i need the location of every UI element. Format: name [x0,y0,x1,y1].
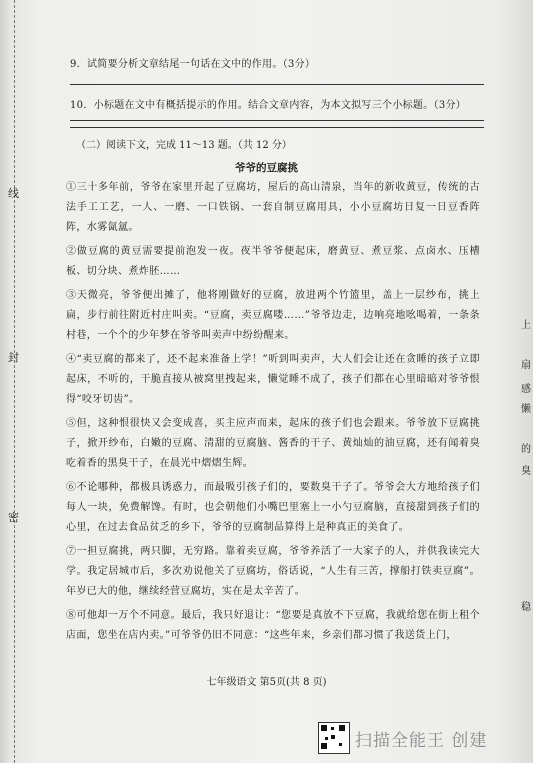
page-footer: 七年级语文 第5页(共 8 页) [206,677,327,688]
margin-mark-right: 臭 [521,466,531,477]
paragraph: ③天微亮，爷爷便出摊了，他将刚做好的豆腐，放进两个竹篮里，盖上一层纱布，挑上扁，步行前往附近村庄叫卖。“豆腐，卖豆腐喽……”爷爷边走，边响亮地吆喝着，一条条村巷，一个个的少年梦在爷爷叫卖声中纷纷醒来。 [66,290,480,341]
answer-line [70,120,484,121]
story-body [66,178,480,646]
paragraph: ②做豆腐的黄豆需要提前泡发一夜。夜半爷爷便起床，磨黄豆、煮豆浆、点卤水、压槽板、切分块、煮炸胚…… [66,246,480,277]
paragraph: ①三十多年前，爷爷在家里开起了豆腐坊，屋后的高山清泉，当年的新收黄豆，传统的古法手工工艺，一人、一磨、一口铁锅、一套自制豆腐用具，小小豆腐坊日复一日豆香阵阵，水雾氤氲。 [66,182,480,233]
margin-mark-right: 稳 [521,602,531,613]
question-10: 10．小标题在文中有概括提示的作用。结合文章内容，为本文拟写三个小标题。（3分） [70,100,467,111]
margin-mark-right: 感 [521,384,531,395]
margin-mark-right: 上 [521,320,531,331]
answer-line [70,84,484,85]
binding-line [14,0,15,763]
answer-line [70,127,484,128]
paragraph: ⑦一担豆腐挑，两只脚，无穷路。靠着卖豆腐，爷爷养活了一大家子的人，并供我读完大学。我定居城市后，多次劝说他关了豆腐坊，俗话说，“人生有三苦，撑船打铁卖豆腐”。年岁已大的他，继续经营豆腐坊，实在是太辛苦了。 [66,546,480,597]
question-9: 9．试简要分析文章结尾一句话在文中的作用。（3分） [70,59,316,70]
margin-mark-feng: 封 [8,351,19,364]
qr-code-icon [318,722,350,754]
story-title: 爷爷的豆腐挑 [235,162,298,174]
margin-mark-right: 扇 [521,360,531,371]
section-heading: （二）阅读下文，完成 11～13 题。（共 12 分） [76,140,292,151]
margin-mark-mi: 密 [8,511,19,524]
margin-mark-right: 懒 [521,404,531,415]
margin-mark-xian: 线 [8,187,19,200]
margin-mark-right: 的 [521,444,531,455]
paragraph: ⑥不论哪种，都极具诱惑力，而最吸引孩子们的，要数臭干子了。爷爷会大方地给孩子们每人一块，免费解馋。有时，也会朝他们小嘴巴里塞上一小勺豆腐脑，直接甜到孩子们的心里，在过去食品贫乏的乡下，爷爷的豆腐制品算得上是种真正的美食了。 [66,482,480,533]
paragraph: ④“卖豆腐的都来了，还不起来准备上学！”听到叫卖声，大人们会让还在贪睡的孩子立即起床，不听的，干脆直接从被窝里拽起来，懒觉睡不成了，孩子们都在心里暗暗对爷爷恨得“咬牙切齿”。 [66,354,480,405]
watermark-text: 扫描全能王 创建 [355,731,488,751]
paragraph: ⑤但，这种恨很快又会变成喜，买主应声而来，起床的孩子们也会跟来。爷爷放下豆腐挑子，掀开纱布，白嫩的豆腐、清甜的豆腐脑、酱香的干子、黄灿灿的油豆腐，还有闻着臭吃着香的黑臭干子，在晨光中熠熠生辉。 [66,418,480,469]
paragraph: ⑧可他却一万个不同意。最后，我只好退让：“您要是真放不下豆腐，我就给您在街上租个店面，您坐在店内卖。”可爷爷仍旧不同意：“这些年来，乡亲们都习惯了我送货上门， [66,610,480,641]
